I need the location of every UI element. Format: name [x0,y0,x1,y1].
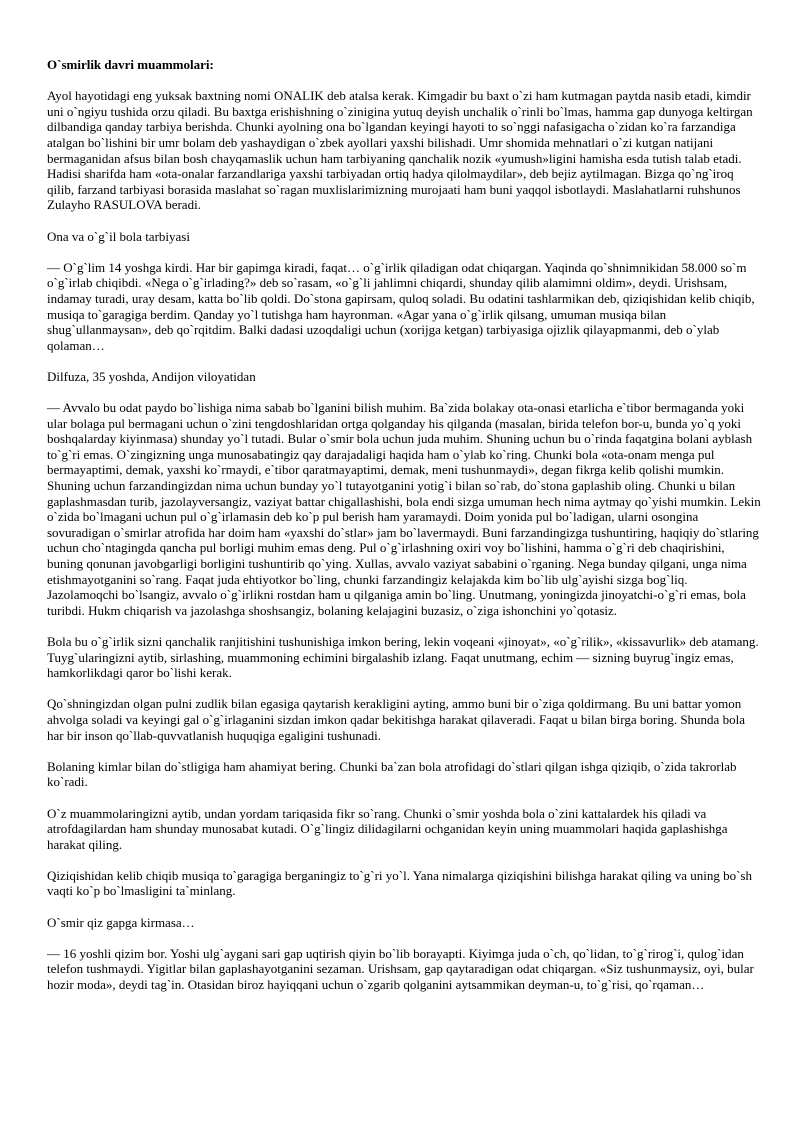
paragraph-advice-friends: Bolaning kimlar bilan do`stligiga ham ahamiyat bering. Chunki ba`zan bola atrofidagi do`stlari qilgan ishga qiziqib, o`zida takrorlab ko`radi. [47,758,737,790]
paragraph-advice-feelings: Bola bu o`g`irlik sizni qanchalik ranjitishini tushunishiga imkon bering, lekin voqeani «jinoyat», «o`g`rilik», «kissavurlik» deb atamang. Tuyg`ularingizni aytib, sirlashing, muammoning echimini birgalashib izlang. Faqat unutmang, echim — sizning buyrug`ingiz emas, hamkorlikdagi qaror bo`lishi kerak. [47,633,759,681]
paragraph-intro: Ayol hayotidagi eng yuksak baxtning nomi ONALIK deb atalsa kerak. Kimgadir bu baxt o`zi ham kutmagan paytda nasib etadi, kimdir uni o`ngiyu tushida orzu qiladi. Bu baxtga erishishning o`zinigina yutuq deyish unchalik o`rinli bo`lmas, hamma gap dunyoga keltirgan dilbandiga qanday tarbiya berishda. Chunki ayolning ona bo`lgandan keyingi hayoti to so`nggi nafasigacha o`zidan ko`ra farzandiga atalgan bo`lishini bir umr bolam deb yashaydigan o`zbek ayollari yaxshi bilishadi. Umr shomida mehnatlari o`zi kutgan natijani bermaganidan afsus bilan bosh chayqamaslik uchun ham tarbiyaning qanchalik nozik «yumush»ligini hamisha esda tutish talab etadi. Hadisi sharifda ham «ota-onalar farzandlariga yaxshi tarbiyadan ortiq hadya qilolmaydilar», deb bejiz aytilmagan. Bizga qo`ng`iroq qilib, farzand tarbiyasi borasida maslahat so`ragan muxlislarimizning murojaati ham buni yaqqol isbotlaydi. Maslahatlarni ruhshunos Zulayho RASULOVA beradi. [47,88,753,213]
byline-dilfuza: Dilfuza, 35 yoshda, Andijon viloyatidan [47,368,256,384]
paragraph-advice-return-money: Qo`shningizdan olgan pulni zudlik bilan egasiga qaytarish kerakligini ayting, ammo buni bir o`ziga qoldirmang. Bu uni battar yomon ahvolga soladi va keyingi gal o`g`irlaganini sizdan imkon qadar bekitishga harakat qilaveradi. Faqat u bilan birga boring. Shunda bola har bir inson qo`llab-quvvatlanish huquqiga egaligini tushunadi. [47,696,745,743]
paragraph-mother-letter: — O`g`lim 14 yoshga kirdi. Har bir gapimga kiradi, faqat… o`g`irlik qiladigan odat chiqargan. Yaqinda qo`shnimnikidan 58.000 so`m o`g`irlab chiqibdi. «Nega o`g`irlading?» deb so`rasam, «o`g`li jahlimni chiqardi, shunday qilib alamimni oldim», deydi. Urishsam, indamay turadi, uray desam, katta bo`lib qoldi. Do`stona gapirsam, quloq soladi. Bu odatini tashlarmikan deb, qiziqishidan kelib chiqib, musiqa to`garagiga berdim. Qanday yo`l tutishga ham hayronman. «Agar yana o`g`irlik qilsang, umuman musiqa bilan shug`ullanmaysan», deb qo`rqitdim. Balki dadasi uzoqdaligi uchun (xorijga ketgan) tarbiyasiga ojizlik qilayapmanmi, deb o`ylab qolaman… [47,259,755,353]
section-heading-girl: O`smir qiz gapga kirmasa… [47,914,195,930]
paragraph-psychologist-answer: — Avvalo bu odat paydo bo`lishiga nima sabab bo`lganini bilish muhim. Ba`zida bolakay ota-onasi etarlicha e`tibor bermaganda yoki ular bolaga pul bermagani uchun o`zini tengdoshlaridan ortga qolganday his qilganda (masalan, birida telefon bor-u, bunda yo`q yoki boshqalarday kiyinmasa) shunday yo`l tutadi. Bular o`smir bola uchun juda muhim. Shuning uchun bu o`rinda faqatgina bolani ayblash to`g`ri emas. O`zingizning unga munosabatingiz qay darajadaligi haqida ham o`ylab ko`ring. Chunki bola «ota-onam menga pul bermayaptimi, demak, yaxshi ko`rmaydi, e`tibor qaratmayaptimi, demak, meni tushunmaydi», degan fikrga kelib qolishi mumkin. Shuning uchun farzandingizdan nima uchun bunday yo`l tutayotganini yotig`i bilan so`rab, do`stona gaplashib oling. Chunki u bilan gaplashmasdan turib, jazolayversangiz, vaziyat battar chigallashishi, bola endi sizga umuman hech nima aytmay qo`yishi mumkin. Lekin o`zida bo`lmagani uchun pul o`g`irlamasin deb ko`p pul berish ham yaramaydi. Doim yonida pul bo`ladigan, ularni osongina sovuradigan o`smirlar atrofida har doim ham «yaxshi do`stlar» jam bo`lavermaydi. Buni farzandingizga tushuntiring, haqiqiy do`stlaring uchun cho`ntagingda qancha pul borligi muhim emas deng. Pul o`g`irlashning oxiri voy bo`lishini, hamma o`g`ri deb chaqirishini, buning qonunan javobgarligi borligini tushuntirib qo`ying. Xullas, avvalo vaziyat sababini o`rganing. Nega bunday qilgani, unga nima etishmayotganini so`rang. Faqat juda ehtiyotkor bo`ling, chunki farzandingiz kelajakda kim bo`lib ulg`ayishi sizga bog`liq. Jazolamoqchi bo`lsangiz, avvalo o`g`irlikni rostdan ham u qilganiga amin bo`ling. Unutmang, yoningizda jinoyatchi-o`g`ri emas, bola turibdi. Hukm chiqarish va jazolashga shoshsangiz, bolaning kelajagini buzasiz, o`ziga ishonchini yo`qotasiz. [47,400,761,618]
section-heading-boy-upbringing: Ona va o`g`il bola tarbiyasi [47,228,190,244]
paragraph-advice-music-club: Qiziqishidan kelib chiqib musiqa to`garagiga berganingiz to`g`ri yo`l. Yana nimalarga qiziqishini bilishga harakat qiling va uning bo`sh vaqti ko`p bo`lmasligini ta`minlang. [47,867,752,899]
document-title: O`smirlik davri muammolari: [47,57,214,72]
paragraph-girl-letter: — 16 yoshli qizim bor. Yoshi ulg`aygani sari gap uqtirish qiyin bo`lib borayapti. Kiyimga juda o`ch, qo`lidan, to`g`rirog`i, qulog`idan telefon tushmaydi. Yigitlar bilan gaplashayotganini sezaman. Urishsam, gap qaytaradigan odat chiqargan. «Siz tushunmaysiz, oyi, bular hozir moda», deydi tag`in. Otasidan biroz hayiqqani uchun o`zgarib qolganini aytsammikan deyman-u, to`g`risi, qo`rqaman… [47,945,754,993]
paragraph-advice-share-problems: O`z muammolaringizni aytib, undan yordam tariqasida fikr so`rang. Chunki o`smir yoshda bola o`zini kattalardek his qiladi va atrofdagilardan ham shunday munosabat kutadi. O`g`lingiz dilidagilarni ochganidan keyin uning muammolari haqida gaplashishga harakat qiling. [47,805,728,852]
